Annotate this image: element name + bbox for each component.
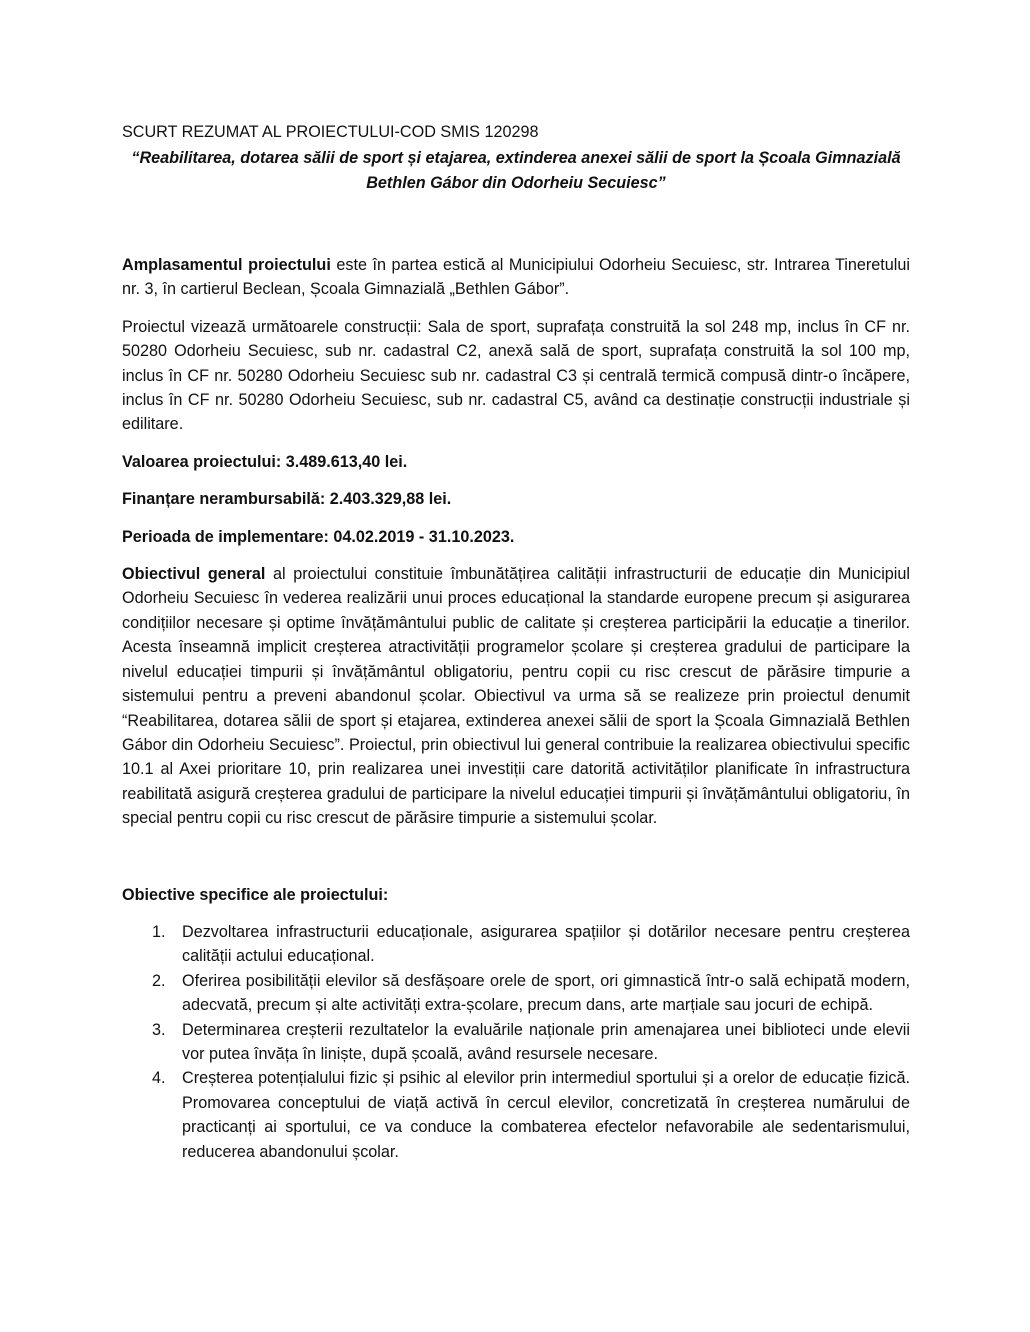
list-item-number: 1.: [152, 922, 166, 941]
general-objective-text: al proiectului constituie îmbunătățirea calității infrastructurii de educație din Municipiul Odorheiu Secuiesc în vederea realizării unui proces educațional la standarde europene precum și asigurarea condițiilor necesare și optime învățământului public de calitate și creșterea participării la educație a tinerilor. Acesta înseamnă implicit creșterea atractivității programelor școlare și creșterea gradului de participare la nivelul educației timpurii și învățământul obligatoriu, pentru copii cu risc crescut de părăsire timpurie a sistemului pentru a preveni abandonul școlar. Obiectivul va urma să se realizeze prin proiectul denumit “Reabilitarea, dotarea sălii de sport și etajarea, extinderea anexei sălii de sport la Școala Gimnazială Bethlen Gábor din Odorheiu Secuiesc”. Proiectul, prin obiectivul lui general contribuie la realizarea obiectivului specific 10.1 al Axei prioritare 10, prin realizarea unei investiții care datorită activităților planificate în infrastructura reabilitată asigură creșterea gradului de participare la nivelul educației timpurii și învățământului obligatoriu, în special pentru copii cu risc crescut de părăsire timpurie a sistemului școlar.: [122, 565, 910, 828]
list-item-text: Dezvoltarea infrastructurii educaționale, asigurarea spațiilor și dotărilor necesare pentru creșterea calității actului educațional.: [182, 922, 910, 966]
list-item-text: Creșterea potențialului fizic și psihic al elevilor prin intermediul sportului și a orelor de educație fizică. Promovarea conceptului de viață activă în cercul elevilor, concretizată în creșterea numărului de practicanți ai sportului, ce va conduce la combaterea efectelor nefavorabile ale sedentarismului, reducerea abandonului școlar.: [182, 1069, 910, 1161]
project-value: [122, 450, 910, 474]
list-item: [122, 1018, 910, 1067]
list-item-text: Determinarea creșterii rezultatelor la evaluările naționale prin amenajarea unei biblioteci unde elevii vor putea învăța în liniște, după școală, având resursele necesare.: [182, 1020, 910, 1063]
general-objective-label: Obiectivul general: [122, 565, 266, 584]
specific-objectives-heading-text: Obiective specifice ale proiectului:: [122, 885, 389, 904]
funding-text: Finanțare nerambursabilă: 2.403.329,88 lei.: [122, 490, 452, 509]
list-item: [122, 1066, 910, 1164]
project-value-label: Valoarea proiectului: [122, 452, 276, 471]
general-objective-paragraph: [122, 562, 910, 830]
constructions-paragraph: Proiectul vizează următoarele construcții: Sala de sport, suprafața construită la sol 248 mp, inclus în CF nr. 50280 Odorheiu Secuiesc, sub nr. cadastral C2, anexă sală de sport, suprafața construită la sol 100 mp, inclus în CF nr. 50280 Odorheiu Secuiesc sub nr. cadastral C3 și centrală termică compusă dintr-o încăpere, inclus în CF nr. 50280 Odorheiu Secuiesc, sub nr. cadastral C5, având ca destinație construcții industriale și edilitare.: [122, 317, 910, 434]
summary-heading: SCURT REZUMAT AL PROIECTULUI-COD SMIS 120298: [122, 123, 539, 141]
list-item-text: Oferirea posibilității elevilor să desfășoare orele de sport, ori gimnastică într-o sală echipată modern, adecvată, precum și alte activități extra-școlare, precum dans, arte marțiale sau jocuri de echipă.: [182, 971, 910, 1015]
project-value-amount: : 3.489.613,40 lei.: [275, 452, 408, 471]
location-text: este în partea estică al Municipiului Odorheiu Secuiesc, str. Intrarea Tineretului nr. 3, în cartierul Beclean, Școala Gimnazială „Bethlen Gábor”.: [122, 256, 910, 299]
list-item-number: 3.: [152, 1020, 166, 1039]
list-item: [122, 969, 910, 1018]
location-paragraph: [122, 253, 910, 302]
list-item-number: 2.: [152, 971, 166, 990]
project-title: “Reabilitarea, dotarea sălii de sport și etajarea, extinderea anexei sălii de sport la Școala Gimnazială Bethlen Gábor din Odorheiu Secuiesc”: [131, 149, 901, 192]
implementation-period: [122, 525, 910, 549]
specific-objectives-heading: [122, 883, 910, 907]
list-item-number: 4.: [152, 1069, 166, 1088]
period-text: Perioada de implementare: 04.02.2019 - 31.10.2023.: [122, 527, 515, 546]
document-body: [122, 120, 910, 1164]
specific-objectives-list: [122, 920, 910, 1164]
non-refundable-funding: [122, 487, 910, 511]
location-label: Amplasamentul proiectului: [122, 256, 331, 274]
list-item: [122, 920, 910, 969]
